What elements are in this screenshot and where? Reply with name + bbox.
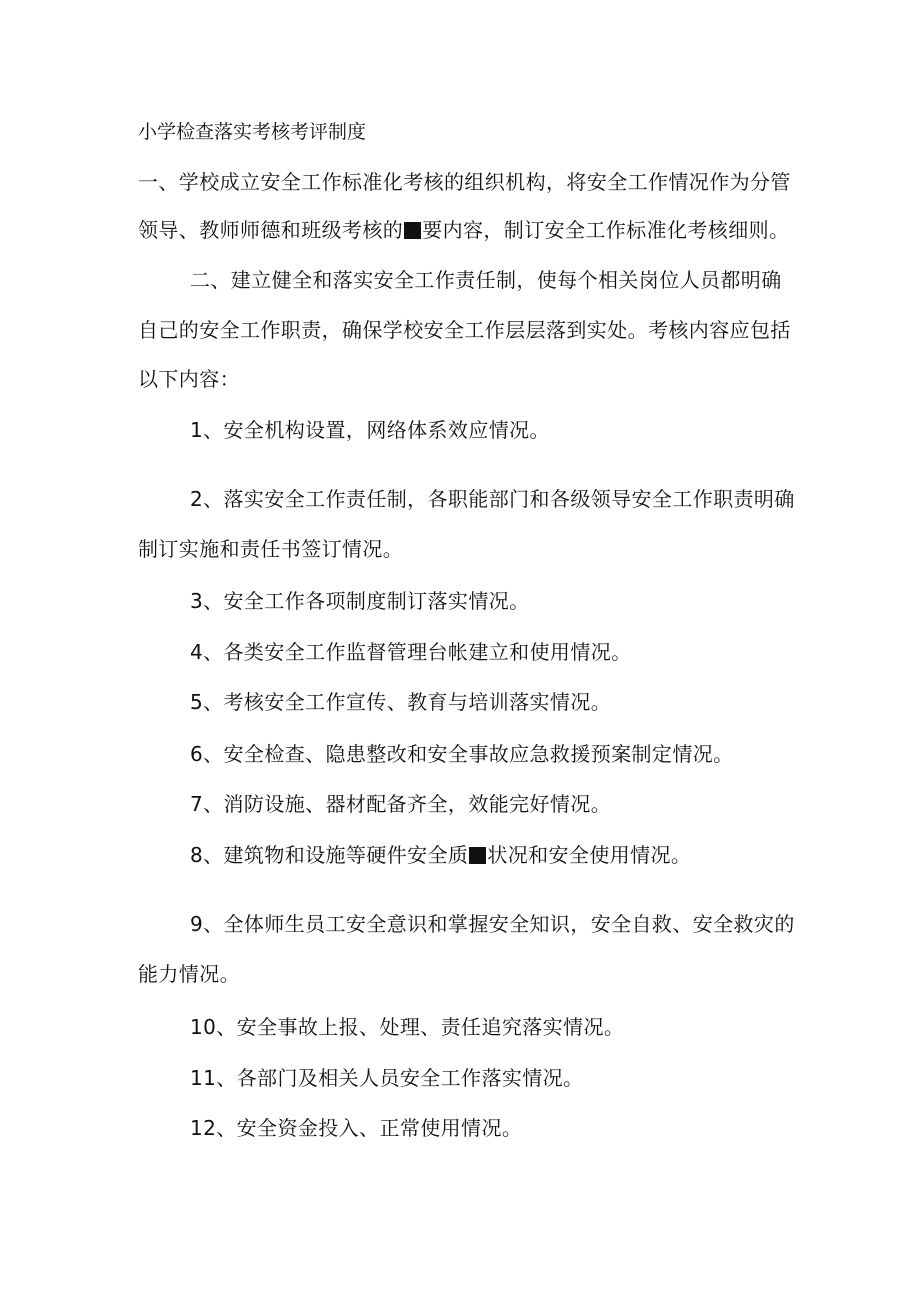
list-item-10: 10、安全事故上报、处理、责任追究落实情况。	[190, 1015, 625, 1039]
list-item-9-line2: 能力情况。	[138, 962, 240, 986]
list-item-1: 1、安全机构设置，网络体系效应情况。	[190, 418, 550, 442]
list-item-9-line1: 9、全体师生员工安全意识和掌握安全知识，安全自救、安全救灾的	[190, 912, 795, 936]
list-item-7: 7、消防设施、器材配备齐全，效能完好情况。	[190, 792, 612, 816]
list-item-11: 11、各部门及相关人员安全工作落实情况。	[190, 1066, 584, 1090]
list-item-8-end: 状况和安全使用情况。	[487, 843, 692, 867]
redaction-block	[404, 222, 421, 239]
para2-line2: 自己的安全工作职责，确保学校安全工作层层落到实处。考核内容应包括	[138, 318, 791, 342]
redaction-block	[469, 847, 486, 864]
list-item-8-start: 8、建筑物和设施等硬件安全质	[190, 843, 469, 867]
list-item-8	[190, 843, 691, 867]
para1-line2-start: 领导、教师师德和班级考核的	[138, 218, 404, 242]
list-item-2-line1: 2、落实安全工作责任制，各职能部门和各级领导安全工作职责明确	[190, 487, 795, 511]
list-item-4: 4、各类安全工作监督管理台帐建立和使用情况。	[190, 640, 632, 664]
para1-line2	[138, 218, 789, 242]
list-item-3: 3、安全工作各项制度制订落实情况。	[190, 589, 530, 613]
para1-line2-end: 要内容，制订安全工作标准化考核细则。	[422, 218, 790, 242]
para1-line1: 一、学校成立安全工作标准化考核的组织机构，将安全工作情况作为分管	[138, 170, 791, 194]
list-item-2-line2: 制订实施和责任书签订情况。	[138, 537, 404, 561]
list-item-5: 5、考核安全工作宣传、教育与培训落实情况。	[190, 690, 612, 714]
list-item-6: 6、安全检查、隐患整改和安全事故应急救援预案制定情况。	[190, 742, 734, 766]
list-item-12: 12、安全资金投入、正常使用情况。	[190, 1116, 523, 1140]
para2-line1: 二、建立健全和落实安全工作责任制，使每个相关岗位人员都明确	[190, 268, 782, 292]
document-title: 小学检查落实考核考评制度	[138, 121, 367, 143]
para2-line3: 以下内容：	[138, 367, 240, 391]
